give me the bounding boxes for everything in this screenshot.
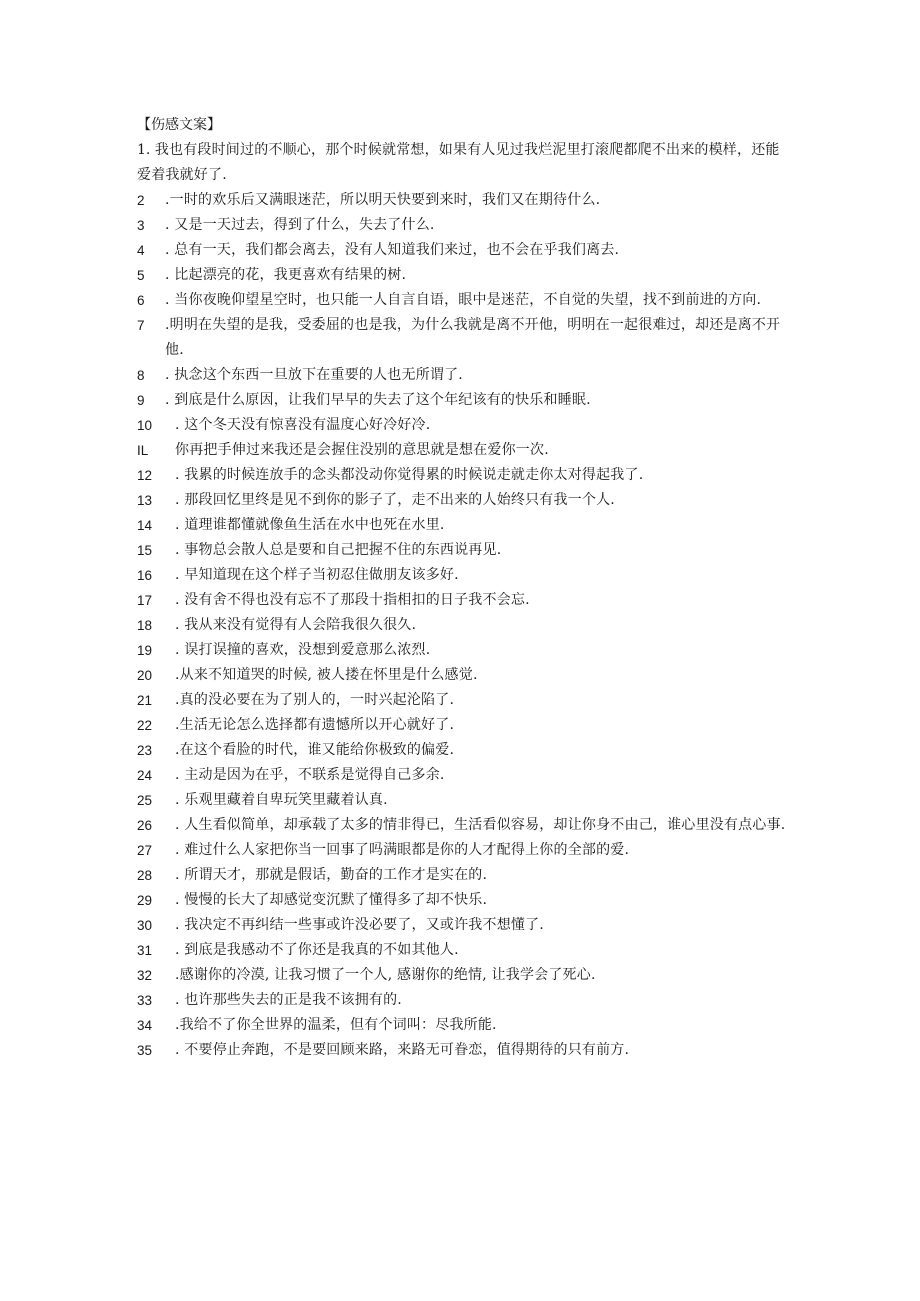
entry-number: 25 [137, 793, 153, 808]
list-item [137, 513, 787, 538]
entry-list [137, 138, 787, 1063]
entry-number: 2 [137, 193, 145, 208]
entry-text: . 执念这个东西一旦放下在重要的人也无所谓了. [165, 367, 463, 383]
entry-text: . 到底是什么原因，让我们早早的失去了这个年纪该有的快乐和睡眠. [165, 392, 591, 408]
entry-number: 6 [137, 293, 145, 308]
entry-number: 33 [137, 993, 153, 1008]
entry-number: 17 [137, 593, 153, 608]
entry-number: 23 [137, 743, 153, 758]
list-item [137, 713, 787, 738]
entry-text: 你再把手伸过来我还是会握住没别的意思就是想在爱你一次. [175, 442, 549, 458]
entry-number: 32 [137, 968, 153, 983]
entry-text: .真的没必要在为了别人的，一时兴起沦陷了. [175, 692, 455, 708]
list-item [137, 313, 787, 363]
entry-number: 4 [137, 243, 145, 258]
entry-text: . 那段回忆里终是见不到你的影子了，走不出来的人始终只有我一个人. [175, 492, 615, 508]
entry-text: .我给不了你全世界的温柔，但有个词叫：尽我所能. [175, 1017, 497, 1033]
list-item [137, 938, 787, 963]
entry-number: 10 [137, 418, 153, 433]
entry-text: . 我从来没有觉得有人会陪我很久很久. [175, 617, 417, 633]
entry-number: 3 [137, 218, 145, 233]
entry-number: 35 [137, 1043, 153, 1058]
list-item [137, 213, 787, 238]
entry-number: 15 [137, 543, 153, 558]
list-item [137, 538, 787, 563]
entry-text: .从来不知道哭的时候, 被人搂在怀里是什么感觉. [175, 667, 478, 683]
list-item [137, 588, 787, 613]
list-item [137, 438, 787, 463]
list-item [137, 988, 787, 1013]
entry-text: .生活无论怎么选择都有遗憾所以开心就好了. [175, 717, 455, 733]
entry-number: 34 [137, 1018, 153, 1033]
list-item [137, 738, 787, 763]
list-item [137, 763, 787, 788]
list-item [137, 188, 787, 213]
entry-number: 22 [137, 718, 153, 733]
entry-text: . 比起漂亮的花，我更喜欢有结果的树. [165, 267, 407, 283]
entry-number: 20 [137, 668, 153, 683]
list-item [137, 363, 787, 388]
entry-number: 27 [137, 843, 153, 858]
entry-text: . 这个冬天没有惊喜没有温度心好冷好冷. [175, 417, 431, 433]
entry-text: .感谢你的冷漠, 让我习惯了一个人, 感谢你的绝情, 让我学会了死心. [175, 967, 596, 983]
list-item [137, 613, 787, 638]
entry-number: 21 [137, 693, 153, 708]
entry-number: 26 [137, 818, 153, 833]
entry-text: .在这个看脸的时代，谁又能给你极致的偏爱. [175, 742, 455, 758]
entry-number: 28 [137, 868, 153, 883]
entry-text: . 慢慢的长大了却感觉变沉默了懂得多了却不快乐. [175, 892, 488, 908]
entry-number: IL [137, 443, 149, 458]
entry-text: . 早知道现在这个样子当初忍住做朋友该多好. [175, 567, 459, 583]
entry-number: 31 [137, 943, 153, 958]
document-body [137, 113, 787, 1063]
entry-number: 12 [137, 468, 153, 483]
entry-text: .一时的欢乐后又满眼迷茫，所以明天快要到来时，我们又在期待什么. [165, 192, 601, 208]
list-item [137, 263, 787, 288]
entry-text: .明明在失望的是我，受委屈的也是我，为什么我就是离不开他，明明在一起很难过，却还是离不开他. [165, 317, 781, 358]
list-item [137, 963, 787, 988]
list-item [137, 413, 787, 438]
entry-number: 9 [137, 393, 145, 408]
entry-text: . 所谓天才，那就是假话，勤奋的工作才是实在的. [175, 867, 488, 883]
list-item [137, 863, 787, 888]
entry-number: 7 [137, 318, 145, 333]
entry-number: 24 [137, 768, 153, 783]
entry-text: . 误打误撞的喜欢，没想到爱意那么浓烈. [175, 642, 431, 658]
list-item [137, 563, 787, 588]
list-item [137, 463, 787, 488]
entry-number: 5 [137, 268, 145, 283]
entry-text: . 当你夜晚仰望星空时，也只能一人自言自语，眼中是迷茫，不自觉的失望，找不到前进的方向. [165, 292, 762, 308]
entry-number: 14 [137, 518, 153, 533]
list-item [137, 813, 787, 838]
entry-text: . 又是一天过去，得到了什么，失去了什么. [165, 217, 435, 233]
entry-number: 1. [137, 142, 151, 158]
list-item [137, 238, 787, 263]
entry-text: . 到底是我感动不了你还是我真的不如其他人. [175, 942, 459, 958]
list-item [137, 838, 787, 863]
list-item [137, 888, 787, 913]
entry-text: . 我累的时候连放手的念头都没动你觉得累的时候说走就走你太对得起我了. [175, 467, 644, 483]
entry-text: . 没有舍不得也没有忘不了那段十指相扣的日子我不会忘. [175, 592, 530, 608]
entry-number: 30 [137, 918, 153, 933]
entry-text: . 难过什么人家把你当一回事了吗满眼都是你的人才配得上你的全部的爱. [175, 842, 630, 858]
entry-text: . 不要停止奔跑，不是要回顾来路，来路无可眷恋，值得期待的只有前方. [175, 1042, 630, 1058]
entry-number: 16 [137, 568, 153, 583]
entry-number: 19 [137, 643, 153, 658]
entry-text: . 道理谁都懂就像鱼生活在水中也死在水里. [175, 517, 445, 533]
list-item [137, 688, 787, 713]
list-item [137, 1038, 787, 1063]
list-item [137, 138, 787, 188]
entry-number: 29 [137, 893, 153, 908]
entry-number: 18 [137, 618, 153, 633]
list-item [137, 288, 787, 313]
list-item [137, 788, 787, 813]
entry-text: . 主动是因为在乎，不联系是觉得自己多余. [175, 767, 445, 783]
entry-text: 我也有段时间过的不顺心，那个时候就常想，如果有人见过我烂泥里打滚爬都爬不出来的模样，还能爱着我就好了. [137, 142, 780, 183]
list-item [137, 638, 787, 663]
entry-text: . 我决定不再纠结一些事或许没必要了，又或许我不想懂了. [175, 917, 544, 933]
list-item [137, 488, 787, 513]
list-item [137, 1013, 787, 1038]
entry-text: . 总有一天，我们都会离去，没有人知道我们来过，也不会在乎我们离去. [165, 242, 620, 258]
entry-text: . 乐观里藏着自卑玩笑里藏着认真. [175, 792, 388, 808]
list-item [137, 663, 787, 688]
entry-text: . 人生看似简单，却承载了太多的情非得已，生活看似容易，却让你身不由己，谁心里没有点心事. [175, 817, 786, 833]
entry-number: 8 [137, 368, 145, 383]
list-item [137, 388, 787, 413]
document-heading: 【伤感文案】 [137, 117, 221, 133]
entry-text: . 事物总会散人总是要和自己把握不住的东西说再见. [175, 542, 502, 558]
entry-text: . 也许那些失去的正是我不该拥有的. [175, 992, 402, 1008]
list-item [137, 913, 787, 938]
entry-number: 13 [137, 493, 153, 508]
